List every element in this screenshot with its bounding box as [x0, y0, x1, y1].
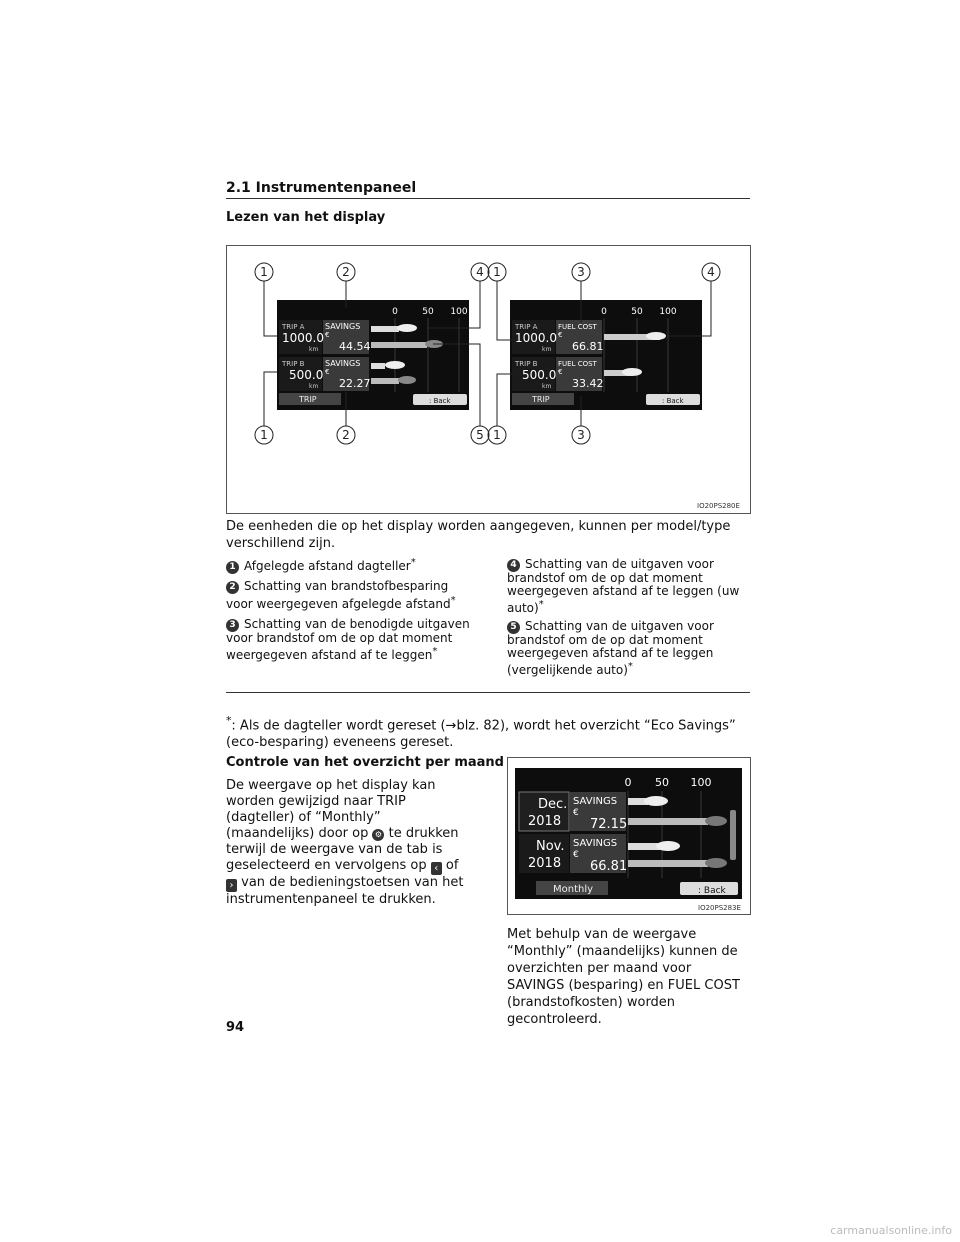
asterisk: *: [627, 661, 633, 672]
legend-text: Schatting van de benodigde uitgaven voor brandstof om de op dat moment weergegeven afstand af te leggen: [226, 617, 470, 662]
currency: €: [558, 368, 563, 376]
fuel-cost-label: FUEL COST: [558, 360, 597, 368]
legend-number: 4: [507, 559, 520, 572]
savings-b-value: 22.27: [339, 377, 371, 390]
callout-3: 3: [577, 428, 585, 442]
trip-b-label: TRIP B: [282, 360, 305, 368]
scale-label: 0: [624, 776, 632, 789]
legend-item-3: [226, 618, 470, 662]
unit-km: km: [542, 383, 552, 390]
callout-1: 1: [493, 265, 501, 279]
tab-trip: TRIP: [299, 395, 317, 404]
scale-label: 100: [659, 307, 677, 317]
legend-number: 5: [507, 621, 520, 634]
figure-code: IO20PS280E: [697, 502, 740, 510]
ok-button-icon: ⚙: [372, 829, 384, 841]
legend-number: 2: [226, 581, 239, 594]
trip-b-value: 500.0: [522, 368, 557, 382]
trip-a-label: TRIP A: [282, 323, 305, 331]
fuel-cost-label: FUEL COST: [558, 323, 597, 331]
trip-a-value: 1000.0: [515, 331, 557, 345]
value-1: 72.15: [590, 817, 628, 832]
callout-2: 2: [342, 428, 350, 442]
callout-4: 4: [707, 265, 715, 279]
month-2: Nov.: [536, 839, 565, 854]
footnote: [226, 712, 750, 751]
callout-1: 1: [493, 428, 501, 442]
savings-label: SAVINGS: [325, 359, 361, 368]
currency: €: [325, 331, 330, 339]
header-rule: [226, 198, 750, 199]
year-1: 2018: [528, 814, 562, 829]
savings-label: SAVINGS: [325, 322, 361, 331]
callout-4: 4: [476, 265, 484, 279]
legend-item-1: [226, 556, 470, 574]
year-2: 2018: [528, 856, 562, 871]
heading-monthly: Controle van het overzicht per maand: [226, 755, 504, 770]
section-title: 2.1 Instrumentenpaneel: [226, 180, 417, 196]
trip-b-value: 500.0: [289, 368, 324, 382]
value-2: 66.81: [590, 859, 628, 874]
asterisk: *: [410, 557, 416, 568]
legend-text: Afgelegde afstand dagteller: [244, 559, 411, 573]
monthly-display-illustration: [508, 758, 750, 914]
monthly-paragraph: [226, 778, 470, 908]
para-text: van de bedieningstoetsen van het instrumentenpaneel te drukken.: [226, 875, 464, 907]
asterisk: *: [538, 599, 544, 610]
callout-5: 5: [476, 428, 484, 442]
divider: [226, 692, 750, 693]
intro-text: De eenheden die op het display worden aangegeven, kunnen per model/type verschillend zijn.: [226, 519, 731, 551]
figure-code: IO20PS283E: [698, 904, 741, 912]
scale-label: 100: [690, 776, 712, 789]
scale-label: 50: [422, 307, 434, 317]
legend-text: Schatting van brandstofbesparing voor weergegeven afgelegde afstand: [226, 579, 451, 611]
scale-label: 0: [392, 307, 398, 317]
savings-label: SAVINGS: [573, 838, 618, 849]
legend-text: Schatting van de uitgaven voor brandstof om de op dat moment weergegeven afstand af te leggen (uw auto): [507, 557, 740, 615]
back-label: : Back: [662, 397, 684, 405]
left-arrow-icon: ‹: [431, 862, 442, 875]
asterisk: *: [226, 714, 232, 727]
callout-1: 1: [260, 428, 268, 442]
para-text: of: [445, 858, 459, 873]
heading-display: Lezen van het display: [226, 210, 386, 225]
monthly-figure: [507, 757, 751, 915]
currency: €: [558, 331, 563, 339]
trip-b-label: TRIP B: [515, 360, 538, 368]
currency: €: [573, 850, 579, 860]
back-label: : Back: [698, 886, 726, 896]
cost-b-value: 33.42: [572, 377, 604, 390]
trip-display-illustration: [227, 246, 750, 513]
cost-a-value: 66.81: [572, 340, 604, 353]
legend-item-4: [507, 558, 747, 615]
footnote-text: : Als de dagteller wordt gereset (→blz. 82), wordt het overzicht “Eco Savings” (eco-besparing) eveneens gereset.: [226, 718, 736, 751]
savings-label: SAVINGS: [573, 796, 618, 807]
callout-3: 3: [577, 265, 585, 279]
legend-item-5: [507, 620, 747, 677]
legend-item-2: [226, 580, 470, 611]
scale-label: 50: [655, 776, 669, 789]
legend-text: Schatting van de uitgaven voor brandstof om de op dat moment weergegeven afstand af te leggen (vergelijkende auto): [507, 619, 714, 677]
para-text: De weergave op het display kan worden gewijzigd naar TRIP (dagteller) of “Monthly” (maandelijks) door op: [226, 778, 436, 841]
currency: €: [325, 368, 330, 376]
legend-number: 3: [226, 619, 239, 632]
unit-km: km: [309, 383, 319, 390]
tab-monthly: Monthly: [553, 884, 594, 895]
display-figure: [226, 245, 751, 514]
asterisk: *: [432, 646, 438, 657]
watermark: carmanualsonline.info: [830, 1224, 952, 1237]
para-text: te drukken terwijl de weergave van de tab is geselecteerd en vervolgens op: [226, 826, 459, 873]
monthly-description: Met behulp van de weergave “Monthly” (maandelijks) kunnen de overzichten per maand voor SAVINGS (besparing) en FUEL COST (brandstofkosten) worden gecontroleerd.: [507, 927, 740, 1027]
unit-km: km: [542, 346, 552, 353]
scale-label: 0: [601, 307, 607, 317]
callout-2: 2: [342, 265, 350, 279]
trip-a-value: 1000.0: [282, 331, 324, 345]
back-label: : Back: [429, 397, 451, 405]
page-number: 94: [226, 1020, 245, 1035]
callout-1: 1: [260, 265, 268, 279]
tab-trip: TRIP: [532, 395, 550, 404]
trip-a-label: TRIP A: [515, 323, 538, 331]
legend-number: 1: [226, 561, 239, 574]
savings-a-value: 44.54: [339, 340, 371, 353]
month-1: Dec.: [538, 797, 568, 812]
scale-label: 100: [450, 307, 468, 317]
asterisk: *: [450, 595, 456, 606]
currency: €: [573, 808, 579, 818]
right-arrow-icon: ›: [226, 879, 237, 892]
scale-label: 50: [631, 307, 643, 317]
unit-km: km: [309, 346, 319, 353]
